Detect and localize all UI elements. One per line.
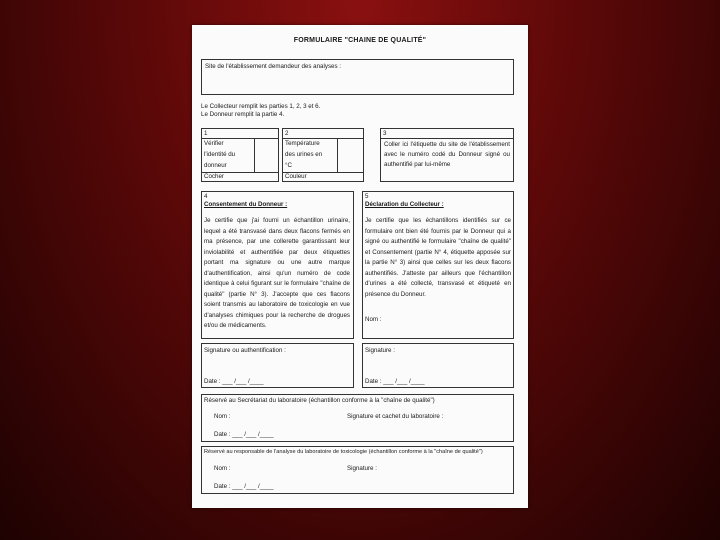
secretariat-name: Nom :	[214, 413, 231, 420]
part-5-date: Date : ___ /___ /____	[365, 378, 425, 385]
part-5-text: Je certifie que les échantillons identifiés sur ce formulaire ont bien été fournis par le Donneur qui a signé ou authentifié le formulaire "chaîne de qualité" et Consentement (partie N° 4, étiquette apposée sur la partie N° 3) ainsi que celles sur les deux flacons authentifiés. J'atteste par ailleurs que l'échantillon d'urines a été collecté, transvasé et étiqueté en présence du Donneur.	[365, 217, 511, 298]
part-4-signature-label: Signature ou authentification :	[204, 347, 286, 354]
part-1-line-1: Vérifier	[204, 140, 224, 147]
part-3-number: 3	[383, 130, 387, 137]
part-2-box	[282, 128, 364, 182]
secretariat-heading: Réservé au Secrétariat du laboratoire (échantillon conforme à la "chaîne de qualité")	[204, 397, 435, 404]
part-3-text: Coller ici l'étiquette du site de l'établissement avec le numéro codé du Donneur signé ou authentifié par lui-même	[384, 141, 510, 168]
part-4-text: Je certifie que j'ai fourni un échantillon urinaire, lequel a été transvasé dans deux flacons fermés en ma présence, par une collerette garantissant leur inviolabilité et authentifiée par deux étiquettes portant ma signature ou une autre marque d'authentification, ainsi qu'un numéro de code identique à celui figurant sur le formulaire "chaîne de qualité" (partie N° 3). J'accepte que ces flacons soient transmis au laboratoire de toxicologie en vue d'analyses chimiques pour la recherche de drogues et/ou de médicaments.	[204, 217, 350, 330]
part-5-signature-label: Signature :	[365, 347, 395, 354]
part-5-heading: Déclaration du Collecteur :	[365, 201, 444, 208]
part-1-box	[201, 128, 279, 182]
part-2-line-2: des urines en	[285, 151, 323, 158]
instruction-line-2: Le Donneur remplit la partie 4.	[201, 111, 285, 118]
responsible-date: Date : ___ /___ /____	[214, 483, 274, 490]
part-5-signature-box	[362, 343, 514, 388]
part-2-footer: Couleur	[285, 173, 307, 180]
part-4-number: 4	[204, 193, 208, 200]
part-5-name: Nom :	[365, 316, 382, 323]
instruction-line-1: Le Collecteur remplit les parties 1, 2, 3 et 6.	[201, 103, 321, 110]
part-1-line-3: donneur	[204, 162, 227, 169]
part-1-footer: Cocher	[204, 173, 224, 180]
responsible-name: Nom :	[214, 465, 231, 472]
responsible-box	[201, 446, 514, 494]
part-5-number: 5	[365, 193, 369, 200]
part-4-date: Date : ___ /___ /____	[204, 378, 264, 385]
form-page	[192, 25, 528, 508]
part-5-box	[362, 191, 514, 339]
site-box	[201, 59, 514, 95]
part-2-number: 2	[285, 130, 289, 137]
secretariat-date: Date : ___ /___ /____	[214, 431, 274, 438]
secretariat-box	[201, 394, 514, 442]
site-label: Site de l'établissement demandeur des analyses :	[205, 63, 342, 70]
part-4-signature-box	[201, 343, 354, 388]
form-title: FORMULAIRE "CHAINE DE QUALITÉ"	[293, 37, 427, 44]
part-3-box	[380, 128, 514, 182]
part-1-number: 1	[204, 130, 208, 137]
responsible-signature: Signature :	[347, 465, 377, 472]
part-4-heading: Consentement du Donneur :	[204, 201, 288, 208]
part-1-line-2: l'identité du	[204, 151, 236, 158]
part-2-line-3: °C	[285, 162, 292, 169]
secretariat-signature: Signature et cachet du laboratoire :	[347, 413, 444, 420]
responsible-heading: Réservé au responsable de l'analyse du laboratoire de toxicologie (échantillon conforme à la "chaîne de qualité")	[204, 449, 483, 455]
part-2-line-1: Température	[285, 140, 320, 147]
part-4-box	[201, 191, 354, 339]
